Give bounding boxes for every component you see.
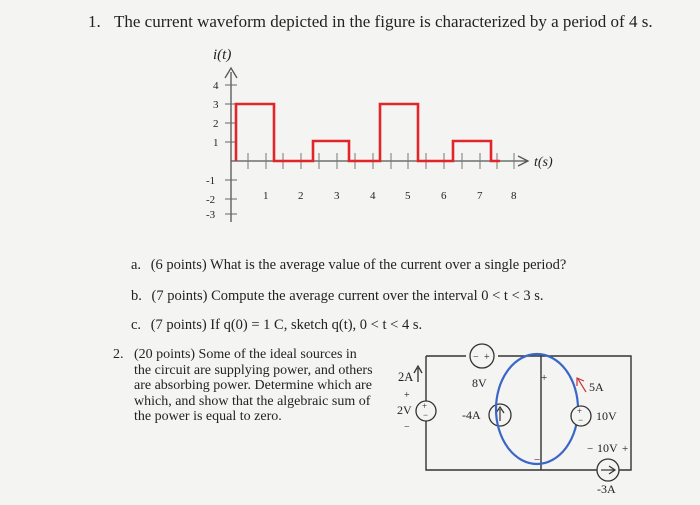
question-number: 1. <box>88 12 101 31</box>
question-line: are absorbing power. Determine which are <box>134 378 372 393</box>
label-2v: 2V <box>397 403 412 417</box>
x-tick-label: 1 <box>263 190 269 202</box>
arrow-5a-icon <box>578 379 586 392</box>
plus-sign: + <box>484 352 490 363</box>
minus-sign: − <box>473 352 479 363</box>
label-8v: 8V <box>472 376 487 390</box>
label-2a: 2A <box>398 370 414 384</box>
part-text: (7 points) Compute the average current over the interval 0 < t < 3 s. <box>151 288 544 304</box>
plus-sign: + <box>622 443 629 455</box>
minus-sign: − <box>587 443 594 455</box>
minus-sign: − <box>578 415 584 425</box>
minus-sign: − <box>534 454 541 466</box>
y-tick-label: -3 <box>206 209 216 221</box>
question-line: which, and show that the algebraic sum of <box>134 393 371 409</box>
y-tick-label: 1 <box>213 137 219 149</box>
x-axis-label: t(s) <box>534 155 553 170</box>
question-line: the power is equal to zero. <box>134 409 282 424</box>
x-tick-label: 4 <box>370 190 376 202</box>
question-text: The current waveform depicted in the figure is characterized by a period of 4 s. <box>114 12 653 31</box>
question-line: (20 points) Some of the ideal sources in <box>134 347 357 362</box>
part-label: a. <box>131 257 142 273</box>
label-neg4a: -4A <box>462 408 481 422</box>
minus-sign: − <box>423 410 429 420</box>
x-tick-label: 2 <box>298 190 304 202</box>
label-10v-b: 10V <box>597 441 618 455</box>
label-5a: 5A <box>589 380 604 394</box>
plus-sign: + <box>404 390 410 401</box>
x-tick-label: 5 <box>405 190 411 202</box>
y-tick-label: -2 <box>206 194 216 206</box>
question-line: the circuit are supplying power, and others <box>134 362 373 378</box>
label-10v: 10V <box>596 409 617 423</box>
x-tick-label: 3 <box>334 190 340 202</box>
y-tick-label: 3 <box>213 99 219 111</box>
x-tick-label: 8 <box>511 190 517 202</box>
y-tick-label: -1 <box>206 175 216 187</box>
part-text: (6 points) What is the average value of the current over a single period? <box>150 257 567 273</box>
part-label: b. <box>131 288 142 304</box>
plus-sign: + <box>577 406 583 416</box>
y-tick-label: 4 <box>213 80 219 92</box>
x-tick-label: 7 <box>477 190 483 202</box>
part-text: (7 points) If q(0) = 1 C, sketch q(t), 0 < t < 4 s. <box>150 317 423 333</box>
x-tick-label: 6 <box>441 190 447 202</box>
y-axis-label: i(t) <box>213 47 232 63</box>
minus-sign: − <box>404 422 410 433</box>
label-neg3a: -3A <box>597 482 616 496</box>
plus-sign: + <box>541 372 548 384</box>
question-number: 2. <box>113 347 124 362</box>
part-label: c. <box>131 317 142 333</box>
y-tick-label: 2 <box>213 118 219 130</box>
plus-sign: + <box>422 401 428 411</box>
